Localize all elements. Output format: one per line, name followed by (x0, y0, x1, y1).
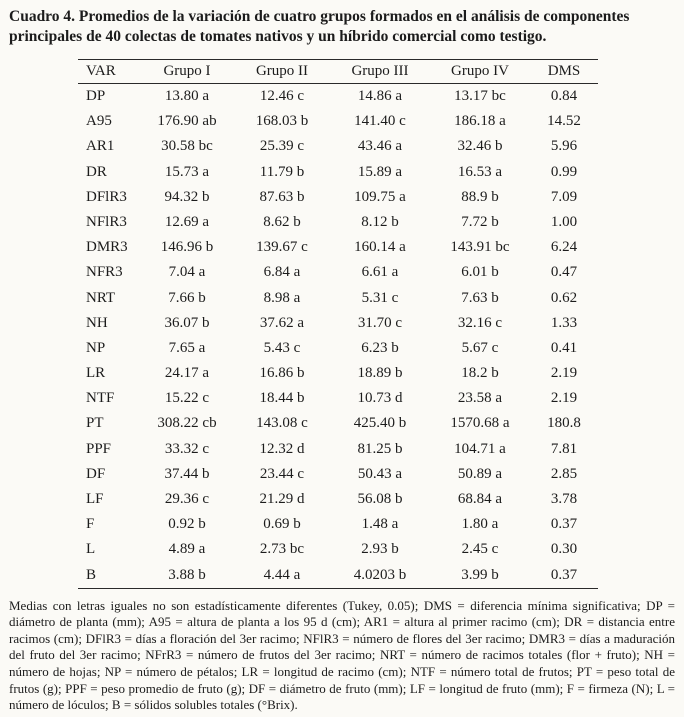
table-row (78, 361, 598, 386)
column-header-var: VAR (86, 62, 116, 79)
value-cell: 6.24 (550, 239, 578, 256)
value-cell: 88.9 b (461, 188, 499, 205)
value-cell: 143.08 c (256, 415, 308, 432)
value-cell: 94.32 b (164, 188, 210, 205)
value-cell: 0.84 (550, 88, 578, 104)
value-cell: 16.53 a (457, 163, 503, 180)
value-cell: 14.52 (547, 113, 581, 130)
table-row (78, 336, 598, 361)
table-row (78, 260, 598, 285)
value-cell: 32.16 c (457, 314, 503, 331)
column-header-dms: DMS (547, 62, 581, 79)
value-cell: 2.45 c (461, 541, 499, 558)
table-row (78, 109, 598, 134)
value-cell: 2.19 (550, 390, 578, 407)
var-cell: PPF (86, 440, 112, 457)
value-cell: 87.63 b (259, 188, 305, 205)
var-cell: L (86, 541, 96, 558)
value-cell: 168.03 b (255, 113, 309, 130)
value-cell: 6.84 a (263, 264, 301, 281)
caption-text: Promedios de la variación de cuatro grupos formados en el análisis de componentes principales de 40 colectas de tomates nativos y un híbrido comercial como testigo. (9, 8, 630, 46)
value-cell: 7.04 a (168, 264, 206, 281)
table-row (78, 386, 598, 411)
table-row (78, 235, 598, 260)
var-cell: DF (86, 465, 106, 482)
value-cell: 308.22 cb (157, 415, 217, 432)
value-cell: 21.29 d (259, 491, 305, 507)
value-cell: 0.37 (550, 566, 578, 583)
table-row (78, 437, 598, 462)
value-cell: 176.90 ab (157, 113, 217, 130)
var-cell: DFlR3 (86, 188, 127, 205)
var-cell: DMR3 (86, 239, 128, 256)
var-cell: NH (86, 314, 108, 331)
table-row (78, 285, 598, 310)
value-cell: 36.07 b (164, 314, 210, 331)
table-row (78, 537, 598, 562)
table-row (78, 311, 598, 336)
value-cell: 81.25 b (357, 440, 403, 457)
table-body (78, 83, 598, 588)
value-cell: 143.91 bc (450, 239, 510, 256)
value-cell: 0.69 b (263, 516, 301, 533)
value-cell: 12.69 a (164, 213, 210, 230)
value-cell: 1.80 a (461, 516, 499, 533)
value-cell: 23.58 a (457, 390, 503, 407)
value-cell: 13.80 a (164, 88, 210, 104)
value-cell: 6.01 b (461, 264, 499, 281)
value-cell: 37.44 b (164, 465, 210, 482)
value-cell: 14.86 a (357, 88, 403, 104)
table-row (78, 512, 598, 537)
column-header-grupo-3: Grupo III (351, 62, 409, 79)
value-cell: 37.62 a (259, 314, 305, 331)
var-cell: AR1 (86, 138, 115, 155)
var-cell: NTF (86, 390, 115, 407)
value-cell: 12.46 c (259, 88, 305, 104)
var-cell: LF (86, 491, 104, 507)
value-cell: 4.0203 b (353, 566, 407, 583)
table-row (78, 562, 598, 588)
value-cell: 50.89 a (457, 465, 503, 482)
value-cell: 3.99 b (461, 566, 499, 583)
value-cell: 33.32 c (164, 440, 210, 457)
var-cell: B (86, 566, 97, 583)
value-cell: 13.17 bc (454, 88, 506, 104)
value-cell: 5.43 c (263, 339, 301, 356)
value-cell: 0.30 (550, 541, 578, 558)
value-cell: 25.39 c (259, 138, 305, 155)
value-cell: 24.17 a (164, 365, 210, 382)
value-cell: 15.22 c (164, 390, 210, 407)
table-row (78, 487, 598, 512)
value-cell: 6.23 b (361, 339, 399, 356)
value-cell: 146.96 b (160, 239, 214, 256)
value-cell: 425.40 b (353, 415, 407, 432)
value-cell: 30.58 bc (161, 138, 213, 155)
value-cell: 0.62 (550, 289, 578, 306)
value-cell: 18.44 b (259, 390, 305, 407)
value-cell: 2.93 b (361, 541, 399, 558)
value-cell: 180.8 (547, 415, 581, 432)
var-cell: NFlR3 (86, 213, 127, 230)
value-cell: 7.66 b (168, 289, 206, 306)
value-cell: 16.86 b (259, 365, 305, 382)
value-cell: 2.73 bc (259, 541, 305, 558)
caption-label: Cuadro 4. (9, 8, 76, 25)
var-cell: F (86, 516, 95, 533)
value-cell: 23.44 c (259, 465, 305, 482)
value-cell: 31.70 c (357, 314, 403, 331)
value-cell: 15.73 a (164, 163, 210, 180)
value-cell: 5.67 c (461, 339, 499, 356)
value-cell: 186.18 a (454, 113, 506, 130)
column-header-grupo-2: Grupo II (255, 62, 309, 79)
value-cell: 15.89 a (357, 163, 403, 180)
value-cell: 12.32 d (259, 440, 305, 457)
var-cell: A95 (86, 113, 112, 130)
value-cell: 11.79 b (259, 163, 305, 180)
value-cell: 4.44 a (263, 566, 301, 583)
value-cell: 8.12 b (361, 213, 399, 230)
value-cell: 2.19 (550, 365, 578, 382)
value-cell: 8.62 b (263, 213, 301, 230)
column-header-grupo-1: Grupo I (163, 62, 211, 79)
value-cell: 3.78 (550, 491, 578, 507)
value-cell: 8.98 a (263, 289, 301, 306)
value-cell: 1.48 a (361, 516, 399, 533)
value-cell: 1.33 (550, 314, 578, 331)
value-cell: 10.73 d (357, 390, 403, 407)
var-cell: LR (86, 365, 106, 382)
value-cell: 18.89 b (357, 365, 403, 382)
value-cell: 2.85 (550, 465, 578, 482)
value-cell: 141.40 c (354, 113, 406, 130)
value-cell: 43.46 a (357, 138, 403, 155)
table-row (78, 83, 598, 109)
value-cell: 1.00 (550, 213, 578, 230)
value-cell: 7.65 a (168, 339, 206, 356)
table-row (78, 462, 598, 487)
value-cell: 7.72 b (461, 213, 499, 230)
value-cell: 18.2 b (461, 365, 499, 382)
table-row (78, 210, 598, 235)
var-cell: PT (86, 415, 104, 432)
var-cell: NP (86, 339, 106, 356)
value-cell: 50.43 a (357, 465, 403, 482)
var-cell: NFR3 (86, 264, 123, 281)
value-cell: 7.09 (550, 188, 578, 205)
value-cell: 0.92 b (168, 516, 206, 533)
value-cell: 109.75 a (354, 188, 406, 205)
value-cell: 139.67 c (256, 239, 308, 256)
value-cell: 5.31 c (361, 289, 399, 306)
value-cell: 0.37 (550, 516, 578, 533)
var-cell: NRT (86, 289, 116, 306)
value-cell: 0.41 (550, 339, 578, 356)
column-header-grupo-4: Grupo IV (451, 62, 509, 79)
value-cell: 1570.68 a (450, 415, 510, 432)
table-row (78, 159, 598, 184)
table-row (78, 185, 598, 210)
value-cell: 4.89 a (168, 541, 206, 558)
value-cell: 5.96 (550, 138, 578, 155)
table-caption (9, 7, 675, 48)
value-cell: 104.71 a (454, 440, 506, 457)
value-cell: 6.61 a (361, 264, 399, 281)
var-cell: DR (86, 163, 107, 180)
value-cell: 56.08 b (357, 491, 403, 507)
header-row (78, 59, 598, 83)
value-cell: 3.88 b (168, 566, 206, 583)
data-table (78, 59, 598, 589)
table-footnote: Medias con letras iguales no son estadísticamente diferentes (Tukey, 0.05); DMS = diferencia mínima significativa; DP = diámetro de planta (mm); A95 = altura de planta a los 95 d (cm); AR1 = altura al primer racimo (cm); DR = distancia entre racimos (cm); DFlR3 = días a floración del 3er racimo; NFlR3 = número de flores del 3er racimo; DMR3 = días a maduración del fruto del 3er racimo; NFrR3 = número de frutos del 3er racimo; NRT = número de racimos totales (flor + fruto); NH = número de hojas; NP = número de pétalos; LR = longitud de racimo (cm); NTF = número total de frutos; PT = peso total de frutos (g); PPF = peso promedio de fruto (g); DF = diámetro de fruto (mm); LF = longitud de fruto (mm); F = firmeza (N); L = número de lóculos; B = sólidos solubles totales (°Brix). (9, 597, 675, 713)
value-cell: 29.36 c (164, 491, 210, 507)
value-cell: 68.84 a (457, 491, 503, 507)
value-cell: 32.46 b (457, 138, 503, 155)
table-row (78, 411, 598, 436)
value-cell: 7.63 b (461, 289, 499, 306)
value-cell: 160.14 a (354, 239, 406, 256)
value-cell: 7.81 (550, 440, 578, 457)
table-row (78, 134, 598, 159)
value-cell: 0.47 (550, 264, 578, 281)
var-cell: DP (86, 88, 106, 104)
value-cell: 0.99 (550, 163, 578, 180)
